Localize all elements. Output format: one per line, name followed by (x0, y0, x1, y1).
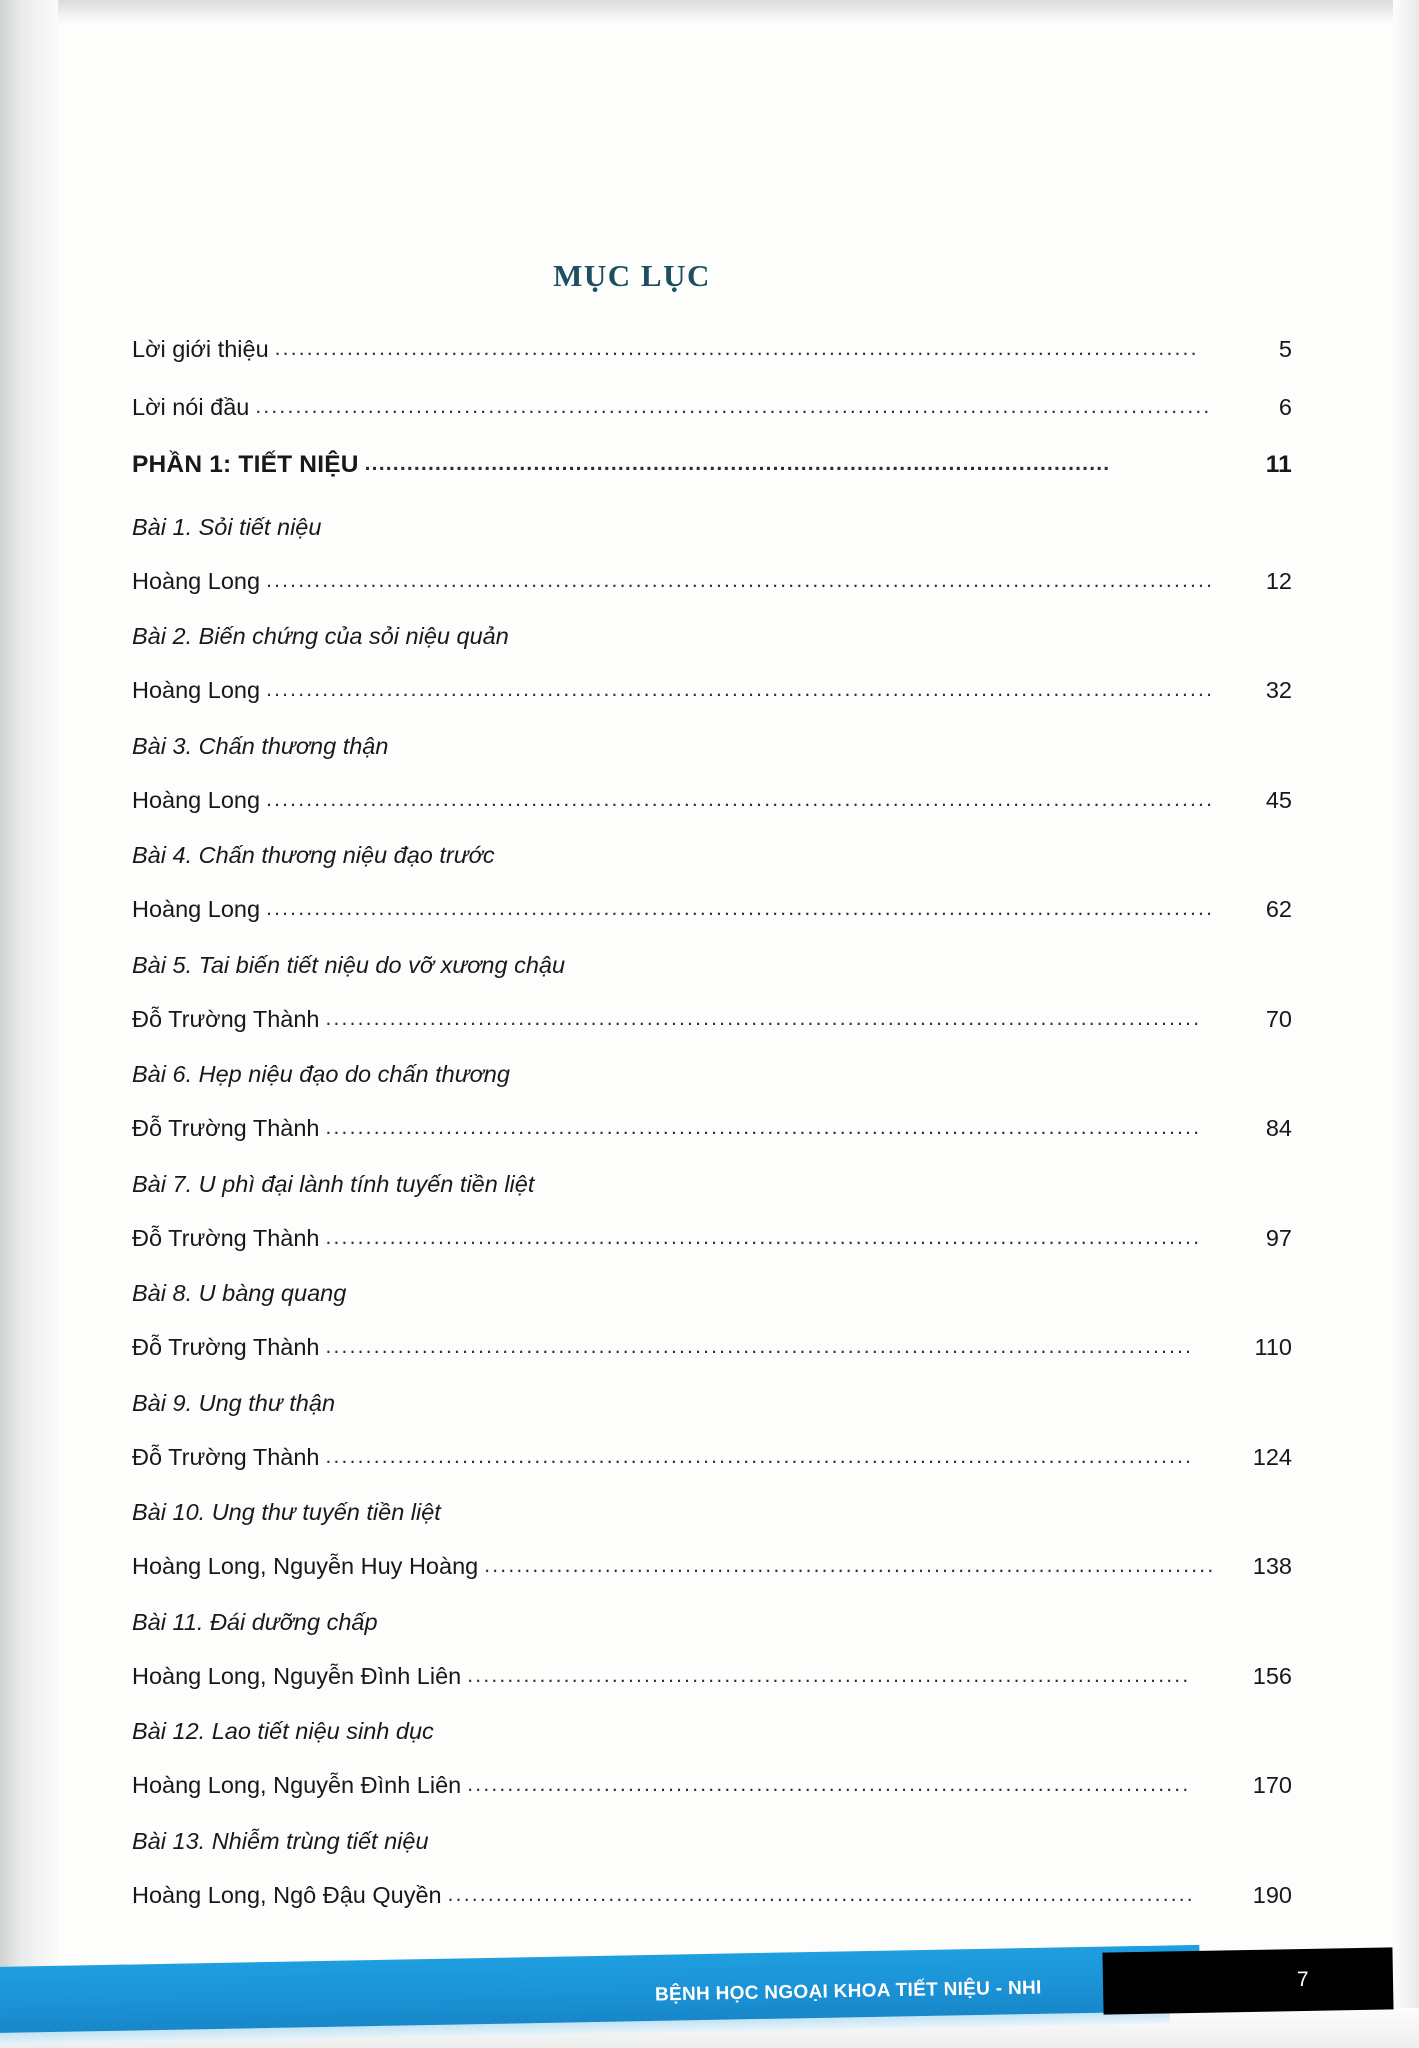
footer-page-number: 7 (1297, 1967, 1310, 1992)
toc-entry-authors: Hoàng Long, Nguyễn Huy Hoàng (132, 1553, 479, 1579)
toc-entry-title[interactable]: Bài 11. Đái dưỡng chấp (132, 1608, 378, 1635)
toc-entry-title[interactable]: Bài 1. Sỏi tiết niệu (132, 513, 322, 540)
leader-dots: ............................................................................................................ (325, 1336, 1194, 1357)
toc-entry-page: 45 (1265, 786, 1292, 813)
toc-entry-page: 70 (1265, 1005, 1292, 1032)
toc-row-authors[interactable] (132, 1117, 1292, 1141)
toc-entry-authors: Hoàng Long (132, 896, 261, 922)
toc-entry-authors: Hoàng Long, Ngô Đậu Quyền (132, 1881, 442, 1908)
footer-book-title: BỆNH HỌC NGOẠI KHOA TIẾT NIỆU - NHI (654, 1977, 1042, 2006)
page-title: MỤC LỤC (553, 258, 711, 293)
toc-row-authors[interactable] (132, 1224, 1292, 1251)
toc-entry-page: 12 (1265, 567, 1292, 594)
toc-entry-page: 156 (1252, 1662, 1292, 1689)
toc-row-authors[interactable] (132, 898, 1292, 922)
toc-row-authors[interactable] (132, 1881, 1292, 1908)
leader-dots: ...................................................................................................................... (266, 788, 1215, 810)
toc-entry-page: 138 (1252, 1553, 1292, 1579)
toc-entry-authors: Hoàng Long (132, 567, 261, 594)
toc-entry-title[interactable]: Bài 13. Nhiễm trùng tiết niệu (132, 1827, 429, 1854)
leader-dots: ............................................................................................................. (325, 1007, 1202, 1029)
toc-entry-authors: Đỗ Trường Thành (132, 1115, 320, 1141)
toc-entry-page: 124 (1252, 1443, 1292, 1470)
toc-row-part-heading[interactable] (132, 453, 1292, 478)
toc-entry-title[interactable]: Bài 7. U phì đại lành tính tuyến tiền liệt (132, 1170, 535, 1197)
toc-entry-authors: Đỗ Trường Thành (132, 1334, 320, 1360)
toc-entry-title[interactable]: Bài 9. Ung thư thận (132, 1389, 336, 1416)
toc-entry-page: 84 (1265, 1115, 1292, 1141)
leader-dots: ....................................................................................................................... (255, 395, 1212, 417)
toc-row-authors[interactable] (132, 1336, 1292, 1360)
leader-dots: .......................................................................................... (467, 1774, 1191, 1795)
toc-entry-authors: Đỗ Trường Thành (132, 1224, 320, 1251)
toc-part-page: 11 (1265, 451, 1292, 478)
toc-entry-title[interactable]: Bài 4. Chấn thương niệu đạo trước (132, 842, 495, 868)
toc-row-front-matter[interactable] (132, 338, 1292, 362)
toc-entry-title[interactable]: Bài 6. Hẹp niệu đạo do chấn thương (132, 1061, 510, 1087)
leader-dots: ............................................................................................................. (325, 1117, 1202, 1138)
leader-dots: .......................................................................................... (467, 1664, 1191, 1686)
toc-entry-page: 97 (1265, 1224, 1292, 1251)
toc-row-authors[interactable] (132, 1443, 1292, 1470)
page-footer (0, 1930, 1419, 2048)
leader-dots: ...................................................................................................................... (266, 898, 1215, 919)
toc-entry-page: 5 (1278, 336, 1292, 362)
toc-row-front-matter[interactable] (132, 393, 1292, 420)
leader-dots: ............................................................................................. (447, 1883, 1195, 1905)
toc-entry-label: Lời nói đầu (132, 393, 250, 420)
toc-entry-authors: Hoàng Long, Nguyễn Đình Liên (132, 1662, 462, 1689)
toc-row-authors[interactable] (132, 567, 1292, 594)
toc-entry-authors: Hoàng Long (132, 677, 261, 703)
toc-entry-authors: Hoàng Long, Nguyễn Đình Liên (132, 1772, 462, 1798)
toc-entry-title[interactable]: Bài 8. U bàng quang (132, 1280, 347, 1306)
leader-dots: ............................................................................................................. (325, 1226, 1202, 1248)
toc-part-label: PHẦN 1: TIẾT NIỆU (132, 451, 359, 478)
scan-left-edge (0, 0, 58, 2048)
toc-row-authors[interactable] (132, 679, 1292, 703)
toc-entry-page: 170 (1252, 1772, 1292, 1798)
table-of-contents (132, 338, 1292, 1907)
toc-entry-authors: Đỗ Trường Thành (132, 1005, 320, 1032)
toc-entry-page: 190 (1252, 1881, 1292, 1908)
leader-dots: ........................................................................................... (484, 1555, 1216, 1576)
leader-dots: ...................................................................................................................... (266, 679, 1215, 700)
toc-entry-title[interactable]: Bài 2. Biến chứng của sỏi niệu quản (132, 623, 509, 649)
toc-entry-title[interactable]: Bài 10. Ung thư tuyến tiền liệt (132, 1499, 441, 1525)
toc-row-authors[interactable] (132, 1555, 1292, 1579)
toc-row-authors[interactable] (132, 1005, 1292, 1032)
toc-entry-label: Lời giới thiệu (132, 336, 269, 362)
toc-entry-page: 62 (1265, 896, 1292, 922)
toc-row-authors[interactable] (132, 1774, 1292, 1798)
footer-page-tab (1102, 1947, 1393, 2014)
leader-dots: ...................................................................................................................... (266, 569, 1215, 591)
toc-row-authors[interactable] (132, 786, 1292, 813)
scan-right-edge (1393, 0, 1419, 2048)
leader-dots: .......................................................................................................... (364, 453, 1111, 474)
toc-entry-title[interactable]: Bài 5. Tai biến tiết niệu do vỡ xương chậu (132, 951, 566, 978)
leader-dots: ................................................................................................................... (274, 338, 1199, 359)
toc-row-authors[interactable] (132, 1662, 1292, 1689)
toc-entry-title[interactable]: Bài 3. Chấn thương thận (132, 732, 389, 759)
toc-entry-page: 110 (1254, 1334, 1292, 1360)
toc-entry-page: 6 (1278, 393, 1292, 420)
page-content (132, 0, 1292, 1937)
toc-entry-title[interactable]: Bài 12. Lao tiết niệu sinh dục (132, 1718, 434, 1744)
toc-entry-authors: Đỗ Trường Thành (132, 1443, 320, 1470)
toc-entry-page: 32 (1265, 677, 1292, 703)
toc-entry-authors: Hoàng Long (132, 786, 261, 813)
leader-dots: ............................................................................................................ (325, 1445, 1194, 1467)
